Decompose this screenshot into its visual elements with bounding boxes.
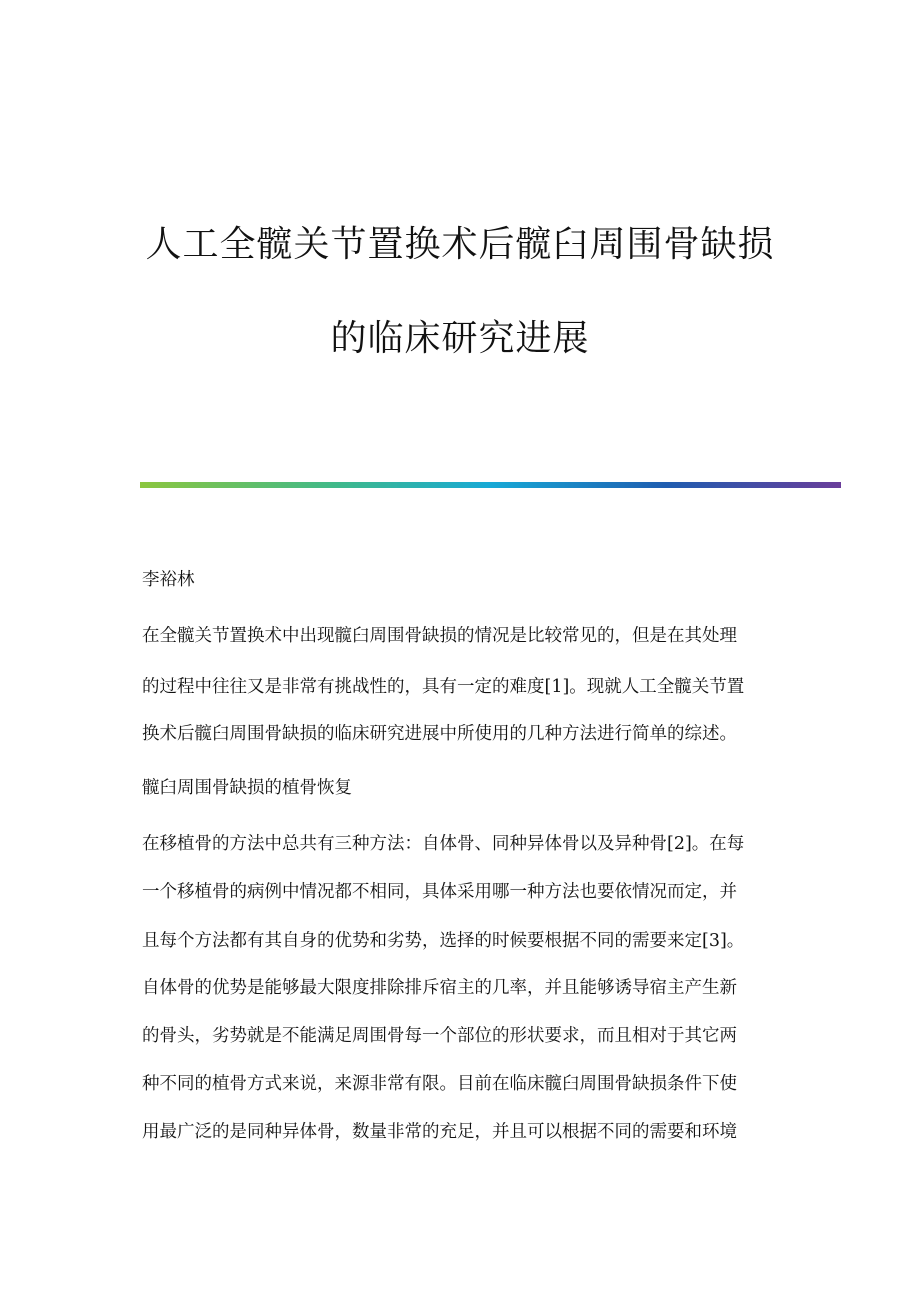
- paragraph-2-line-2: 一个移植骨的病例中情况都不相同，具体采用哪一种方法也要依情况而定，并: [142, 882, 737, 902]
- section-heading: 髋臼周围骨缺损的植骨恢复: [142, 778, 352, 798]
- author-name: 李裕林: [142, 570, 195, 590]
- paragraph-2-line-1: 在移植骨的方法中总共有三种方法：自体骨、同种异体骨以及异种骨[2]。在每: [142, 834, 745, 854]
- paragraph-2-line-6: 种不同的植骨方式来说，来源非常有限。目前在临床髋臼周围骨缺损条件下使: [142, 1074, 737, 1094]
- paragraph-1-line-1: 在全髋关节置换术中出现髋臼周围骨缺损的情况是比较常见的，但是在其处理: [142, 626, 737, 646]
- paragraph-1-line-3: 换术后髋臼周围骨缺损的临床研究进展中所使用的几种方法进行简单的综述。: [142, 724, 737, 744]
- paragraph-2-line-4: 自体骨的优势是能够最大限度排除排斥宿主的几率，并且能够诱导宿主产生新: [142, 978, 737, 998]
- paragraph-2-line-3: 且每个方法都有其自身的优势和劣势，选择的时候要根据不同的需要来定[3]。: [142, 931, 745, 951]
- document-title-line-2: 的临床研究进展: [330, 318, 590, 359]
- paragraph-2-line-5: 的骨头，劣势就是不能满足周围骨每一个部位的形状要求，而且相对于其它两: [142, 1026, 737, 1046]
- document-title-line-1: 人工全髋关节置换术后髋臼周围骨缺损: [145, 224, 775, 265]
- gradient-divider: [140, 482, 841, 488]
- paragraph-1-line-2: 的过程中往往又是非常有挑战性的，具有一定的难度[1]。现就人工全髋关节置: [142, 677, 745, 697]
- paragraph-2-line-7: 用最广泛的是同种异体骨，数量非常的充足，并且可以根据不同的需要和环境: [142, 1122, 737, 1142]
